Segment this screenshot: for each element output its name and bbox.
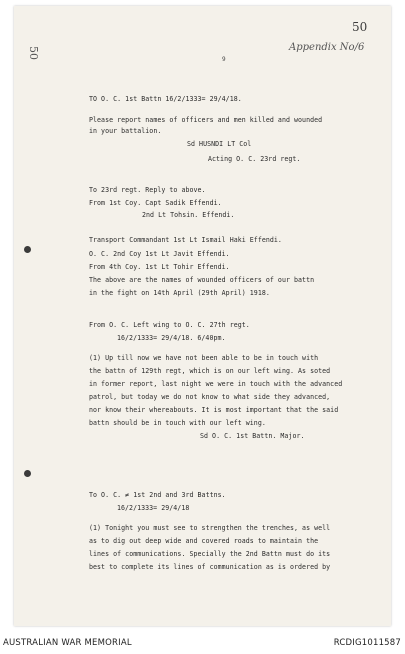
signature-line: Sd HUSNDI LT Col: [187, 140, 252, 148]
page-number: 50: [352, 20, 368, 34]
text-line: in former report, last night we were in touch with the advanced: [89, 380, 343, 388]
memo-header: To O. C. ≠ 1st 2nd and 3rd Battns.: [89, 491, 226, 499]
text-line: O. C. 2nd Coy 1st Lt Javit Effendi.: [89, 250, 230, 258]
memo-header: From O. C. Left wing to O. C. 27th regt.: [89, 321, 250, 329]
text-line: in your battalion.: [89, 127, 162, 135]
memo-header: TO O. C. 1st Battn 16/2/1333= 29/4/18.: [89, 95, 242, 103]
footer-source: AUSTRALIAN WAR MEMORIAL: [3, 638, 132, 648]
text-line: Please report names of officers and men killed and wounded: [89, 116, 323, 124]
memo-header: To 23rd regt. Reply to above.: [89, 186, 206, 194]
text-line: From 4th Coy. 1st Lt Tohir Effendi.: [89, 263, 230, 271]
punch-hole-top: [24, 246, 31, 253]
memo-date: 16/2/1333= 29/4/18. 6/40pm.: [117, 334, 226, 342]
page-number-rotated: 50: [27, 46, 40, 60]
text-line: (1) Tonight you must see to strengthen the trenches, as well: [89, 524, 331, 532]
text-line: (1) Up till now we have not been able to be in touch with: [89, 354, 319, 362]
text-line: the battn of 129th regt, which is on our left wing. As soted: [89, 367, 331, 375]
text-line: lines of communications. Specially the 2nd Battn must do its: [89, 550, 331, 558]
text-line: Transport Commandant 1st Lt Ismail Haki Effendi.: [89, 236, 282, 244]
text-line: in the fight on 14th April (29th April) 1918.: [89, 289, 270, 297]
text-line: as to dig out deep wide and covered roads to maintain the: [89, 537, 319, 545]
page-mark: 9: [222, 56, 226, 63]
text-line: nor know their whereabouts. It is most important that the said: [89, 406, 339, 414]
footer-id: RCDIG1011587: [333, 638, 401, 648]
appendix-annotation: Appendix No/6: [289, 42, 365, 53]
text-line: The above are the names of wounded officers of our battn: [89, 276, 315, 284]
text-line: From 1st Coy. Capt Sadik Effendi.: [89, 199, 222, 207]
text-line: battn should be in touch with our left wing.: [89, 419, 266, 427]
text-line: best to complete its lines of communication as is ordered by: [89, 563, 331, 571]
text-line: patrol, but today we do not know to what side they advanced,: [89, 393, 331, 401]
memo-date: 16/2/1333= 29/4/18: [117, 504, 190, 512]
signature-title: Acting O. C. 23rd regt.: [208, 155, 301, 163]
signature-line: Sd O. C. 1st Battn. Major.: [200, 432, 305, 440]
punch-hole-bottom: [24, 470, 31, 477]
text-line: 2nd Lt Tohsin. Effendi.: [142, 211, 235, 219]
